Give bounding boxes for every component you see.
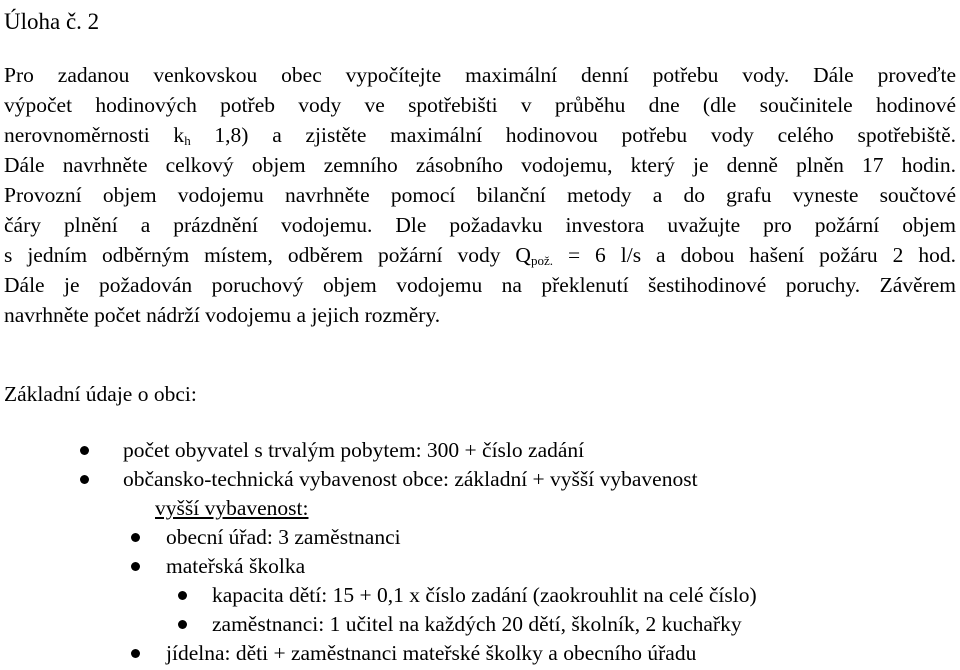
paragraph-line: Dále je požadován poruchový objem vodojemu na překlenutí šestihodinové poruchy. Závěrem: [4, 273, 956, 297]
bullet-icon: [80, 446, 89, 455]
paragraph-line: Dále navrhněte celkový objem zemního zásobního vodojemu, který je denně plněn 17 hodin.: [4, 153, 956, 177]
list-item-text: kapacita dětí: 15 + 0,1 x číslo zadání (zaokrouhlit na celé číslo): [212, 583, 757, 607]
subscript-poz: pož.: [530, 253, 553, 268]
bullet-icon: [178, 620, 187, 629]
list-item: [0, 581, 960, 610]
bullet-icon: [178, 591, 187, 600]
list-subheading: [0, 494, 960, 523]
paragraph-text: nerovnoměrnosti k: [4, 123, 185, 147]
bullet-icon: [131, 649, 140, 658]
list-item: [0, 465, 960, 494]
paragraph-text: = 6 l/s a dobou hašení požáru 2 hod.: [552, 243, 956, 267]
basic-data-list: [0, 436, 960, 668]
paragraph-line: Pro zadanou venkovskou obec vypočítejte maximální denní potřebu vody. Dále proveďte: [4, 63, 956, 87]
list-item: [0, 639, 960, 668]
bullet-icon: [80, 475, 89, 484]
paragraph-line: výpočet hodinových potřeb vody ve spotřebišti v průběhu dne (dle součinitele hodinové: [4, 93, 956, 117]
subheading-text: vyšší vybavenost:: [155, 496, 309, 520]
subscript-h: h: [184, 133, 191, 148]
paragraph-text: 1,8) a zjistěte maximální hodinovou potřebu vody celého spotřebiště.: [190, 123, 956, 147]
bullet-icon: [131, 533, 140, 542]
list-item-text: jídelna: děti + zaměstnanci mateřské školky a obecního úřadu: [166, 641, 697, 665]
list-item-text: zaměstnanci: 1 učitel na každých 20 dětí, školník, 2 kuchařky: [212, 612, 742, 636]
paragraph-text: s jedním odběrným místem, odběrem požární vody Q: [4, 243, 531, 267]
list-item-text: obecní úřad: 3 zaměstnanci: [166, 525, 401, 549]
section-heading: Základní údaje o obci:: [4, 382, 197, 406]
list-item: [0, 523, 960, 552]
list-item-text: mateřská školka: [166, 554, 306, 578]
paragraph-line: [4, 240, 956, 270]
list-item-text: občansko-technická vybavenost obce: základní + vyšší vybavenost: [123, 467, 698, 491]
paragraph-line: čáry plnění a prázdnění vodojemu. Dle požadavku investora uvažujte pro požární objem: [4, 213, 956, 237]
list-item: [0, 552, 960, 581]
task-title: Úloha č. 2: [4, 9, 100, 34]
bullet-icon: [131, 562, 140, 571]
paragraph-line: [4, 120, 956, 150]
paragraph-line: Provozní objem vodojemu navrhněte pomocí bilanční metody a do grafu vyneste součtové: [4, 183, 956, 207]
list-item: [0, 436, 960, 465]
task-description: [4, 60, 956, 330]
list-item: [0, 610, 960, 639]
paragraph-line: navrhněte počet nádrží vodojemu a jejich rozměry.: [4, 303, 441, 327]
list-item-text: počet obyvatel s trvalým pobytem: 300 + číslo zadání: [123, 438, 585, 462]
